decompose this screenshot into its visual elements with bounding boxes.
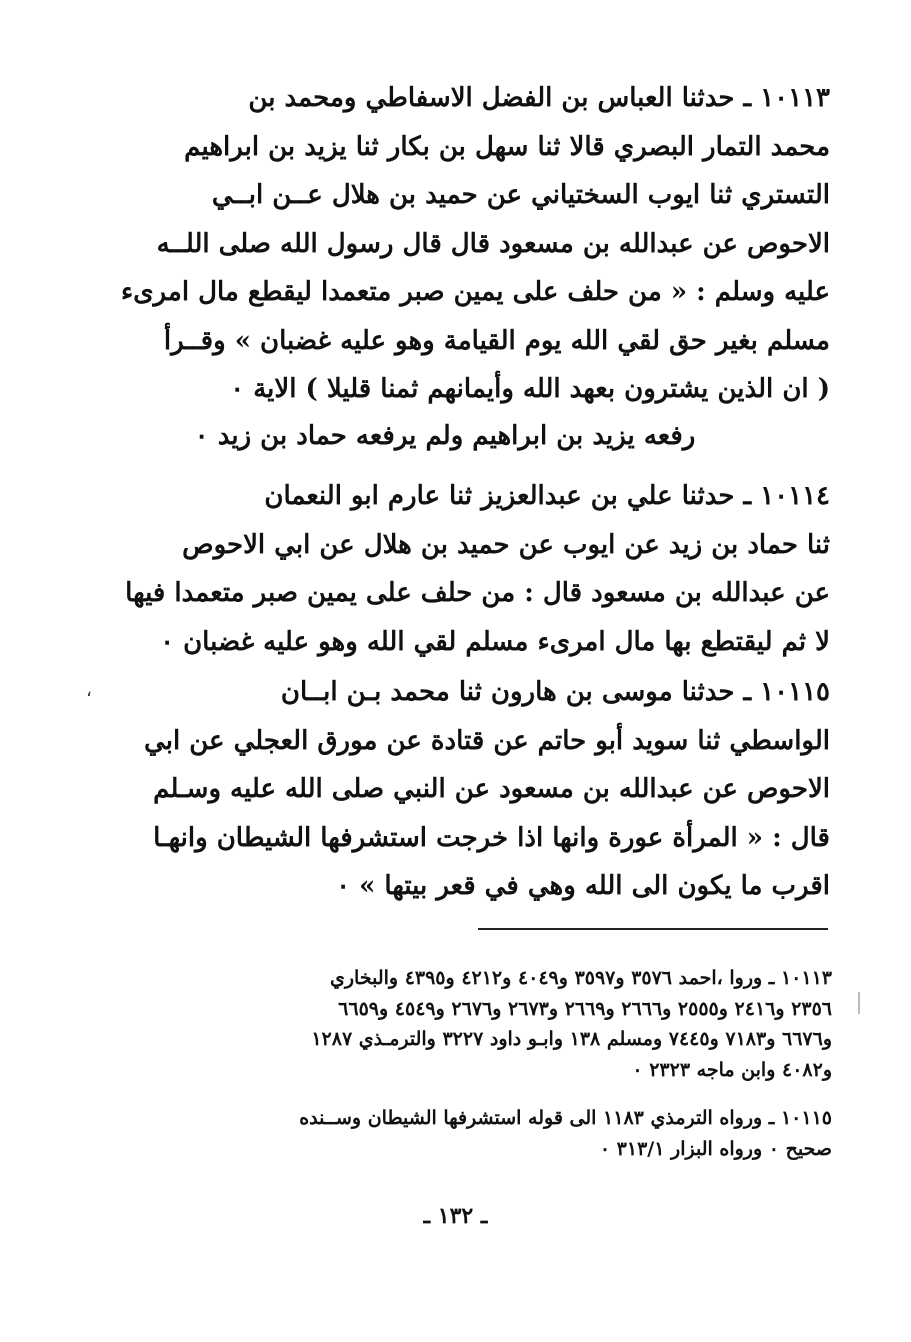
text-line: ١٠١١٥ ـ حدثنا موسى بن هارون ثنا محمد بـن ابــان <box>280 677 830 707</box>
hadith-10113 <box>120 74 830 414</box>
footnote-divider <box>478 928 828 930</box>
footnote-line: ٢٣٥٦ و٢٤١٦ و٢٥٥٥ و٢٦٦٦ و٢٦٦٩ و٢٦٧٣ و٢٦٧٦ و٤٥٤٩ و٦٦٥٩ <box>338 997 832 1020</box>
page-number: ـ ١٣٢ ـ <box>423 1203 488 1229</box>
text-line: قال : « المرأة عورة وانها اذا خرجت استشرفها الشيطان وانهـا <box>153 822 830 853</box>
text-line: الواسطي ثنا سويد أبو حاتم عن قتادة عن مورق العجلي عن ابي <box>144 725 830 756</box>
footnote-line: ١٠١١٣ ـ وروا ،احمد ٣٥٧٦ و٣٥٩٧ و٤٠٤٩ و٤٢١٢ و٤٣٩٥ والبخاري <box>329 967 832 989</box>
margin-tick <box>858 992 860 1014</box>
text-line: الاحوص عن عبدالله بن مسعود عن النبي صلى الله عليه وسـلم <box>153 774 830 804</box>
footnote-10115 <box>120 1103 832 1164</box>
text-line: ١٠١١٤ ـ حدثنا علي بن عبدالعزيز ثنا عارم ابو النعمان <box>264 481 830 511</box>
text-line: التستري ثنا ايوب السختياني عن حميد بن هلال عــن ابــي <box>211 180 830 210</box>
text-line: لا ثم ليقتطع بها مال امرىء مسلم لقي الله وهو عليه غضبان ٠ <box>160 626 830 657</box>
margin-mark: ، <box>86 680 92 701</box>
text-line: ١٠١١٣ ـ حدثنا العباس بن الفضل الاسفاطي ومحمد بن <box>248 83 830 113</box>
text-line: رفعه يزيد بن ابراهيم ولم يرفعه حماد بن زيد ٠ <box>194 421 696 451</box>
text-line: عن عبدالله بن مسعود قال : من حلف على يمين صبر متعمدا فيها <box>125 578 830 608</box>
footnote-line: و٤٠٨٢ وابن ماجه ٢٣٢٣ ٠ <box>632 1058 832 1081</box>
text-line: محمد التمار البصري قالا ثنا سهل بن بكار ثنا يزيد بن ابراهيم <box>184 131 830 162</box>
text-line: الاحوص عن عبدالله بن مسعود قال قال رسول الله صلى اللــه <box>156 228 830 259</box>
footnote-10113 <box>120 963 832 1085</box>
hadith-10115 <box>120 668 830 911</box>
footnote-line: صحيح ٠ ورواه البزار ٣١٣/١ ٠ <box>599 1137 832 1160</box>
hadith-10114 <box>120 472 830 666</box>
text-line: عليه وسلم : « من حلف على يمين صبر متعمدا ليقطع مال امرىء <box>120 277 830 307</box>
text-line: اقرب ما يكون الى الله وهي في قعر بيتها » ٠ <box>336 871 830 901</box>
hadith-10113-note <box>120 412 830 461</box>
footnote-line: و٦٦٧٦ و٧١٨٣ و٧٤٤٥ ومسلم ١٣٨ وابـو داود ٣٢٢٧ والترمـذي ١٢٨٧ <box>311 1028 832 1050</box>
text-line: ثنا حماد بن زيد عن ايوب عن حميد بن هلال عن ابي الاحوص <box>182 529 830 560</box>
text-line: مسلم بغير حق لقي الله يوم القيامة وهو عليه غضبان » وقــرأ <box>163 325 830 356</box>
text-line: ( ان الذين يشترون بعهد الله وأيمانهم ثمنا قليلا ) الاية ٠ <box>230 374 830 404</box>
footnote-line: ١٠١١٥ ـ ورواه الترمذي ١١٨٣ الى قوله استشرفها الشيطان وســنده <box>299 1107 832 1129</box>
